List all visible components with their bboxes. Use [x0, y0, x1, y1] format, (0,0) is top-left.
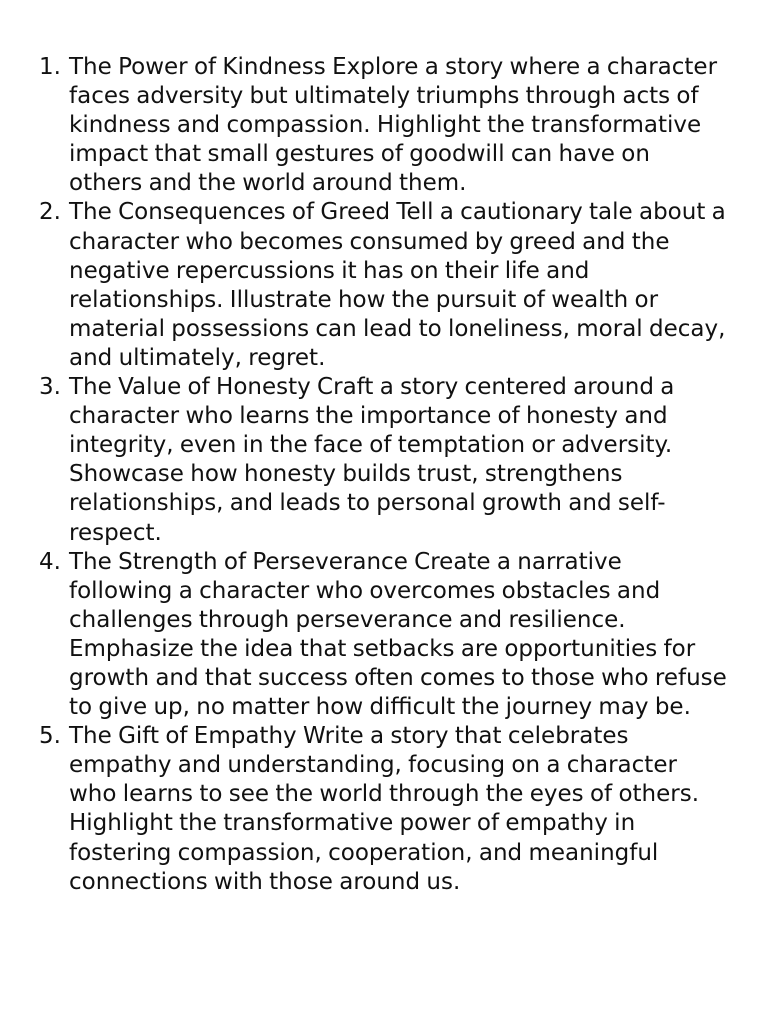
list-number	[0, 548, 69, 577]
list-number	[0, 373, 69, 402]
list-item	[0, 548, 768, 723]
list-item-text: The Strength of Perseverance Create a narrative following a character who overcomes obstacles and challenges through perseverance and resilience. Emphasize the idea that setbacks are opportunities for growth and that success often comes to those who refuse to give up, no matter how difficult the journey may be.	[69, 548, 727, 721]
list-number	[0, 722, 69, 751]
list-number	[0, 198, 69, 227]
list-item	[0, 722, 768, 897]
list-number-label: 2.	[39, 199, 61, 226]
list-item	[0, 373, 768, 548]
list-number-label: 1.	[39, 54, 61, 80]
list-number-label: 4.	[39, 548, 61, 575]
list-number	[0, 53, 69, 82]
list-number-label: 3.	[39, 374, 61, 401]
document-page	[0, 53, 768, 897]
list-item-text: The Gift of Empathy Write a story that celebrates empathy and understanding, focusing on a character who learns to see the world through the eyes of others. Highlight the transformative power of empathy in fostering compassion, cooperation, and meaningful connections with those around us.	[69, 723, 700, 895]
list-item-text: The Value of Honesty Craft a story centered around a character who learns the importance of honesty and integrity, even in the face of temptation or adversity. Showcase how honesty builds trust, strengthens relationships, and leads to personal growth and self-respect.	[69, 374, 675, 546]
list-item-text: The Power of Kindness Explore a story where a character faces adversity but ultimately triumphs through acts of kindness and compassion. Highlight the transformative impact that small gestures of goodwill can have on others and the world around them.	[69, 54, 718, 197]
list-item	[0, 198, 768, 373]
numbered-list	[0, 53, 768, 897]
list-number-label: 5.	[39, 723, 61, 750]
list-item	[0, 53, 768, 198]
list-item-text: The Consequences of Greed Tell a cautionary tale about a character who becomes consumed by greed and the negative repercussions it has on their life and relationships. Illustrate how the pursuit of wealth or material possessions can lead to loneliness, moral decay, and ultimately, regret.	[69, 199, 726, 371]
